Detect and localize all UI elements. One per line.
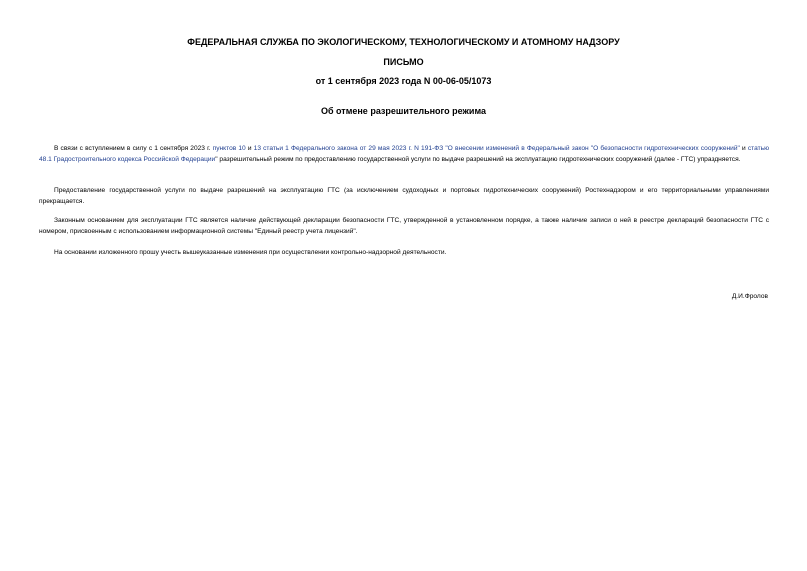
- link-urban-code[interactable]: статью 48.1 Градостроительного кодекса Российской Федерации: [39, 145, 770, 164]
- paragraph-1-text-4: " разрешительный режим по предоставлению государственной услуги по выдаче разрешений на эксплуатацию гидротехнических сооружений (далее - ГТС) упраздняется.: [215, 156, 741, 164]
- paragraph-1-text-3: и: [739, 145, 748, 152]
- paragraph-1-text-1: В связи с вступлением в силу с 1 сентября 2023 г.: [54, 145, 213, 152]
- paragraph-1: [39, 143, 769, 166]
- document-type: ПИСЬМО: [383, 57, 424, 67]
- link-law-points[interactable]: пунктов 10: [212, 145, 246, 152]
- document-date-number: от 1 сентября 2023 года N 00-06-05/1073: [315, 76, 492, 86]
- link-federal-law[interactable]: 13 статьи 1 Федерального закона от 29 мая 2023 г. N 191-ФЗ "О внесении изменений в Федеральный закон "О безопасности гидротехнических сооружений": [253, 145, 740, 152]
- signature: Д.И.Фролов: [731, 293, 768, 300]
- document-subject: Об отмене разрешительного режима: [320, 106, 487, 116]
- paragraph-4: На основании изложенного прошу учесть вышеуказанные изменения при осуществлении контрольно-надзорной деятельности.: [54, 249, 447, 256]
- agency-name: ФЕДЕРАЛЬНАЯ СЛУЖБА ПО ЭКОЛОГИЧЕСКОМУ, ТЕХНОЛОГИЧЕСКОМУ И АТОМНОМУ НАДЗОРУ: [187, 37, 620, 47]
- paragraph-1-text-2: и: [245, 145, 254, 152]
- paragraph-2: Предоставление государственной услуги по выдаче разрешений на эксплуатацию ГТС (за исключением судоходных и портовых гидротехнических сооружений) Ростехнадзором и его территориальными управлениями прекращается.: [39, 187, 769, 206]
- paragraph-3: Законным основанием для эксплуатации ГТС является наличие действующей декларации безопасности ГТС, утвержденной в установленном порядке, а также наличие записи о ней в реестре деклараций безопасности ГТС с номером, присвоенным с использованием информационной системы "Единый реестр учета лицензий".: [39, 217, 769, 236]
